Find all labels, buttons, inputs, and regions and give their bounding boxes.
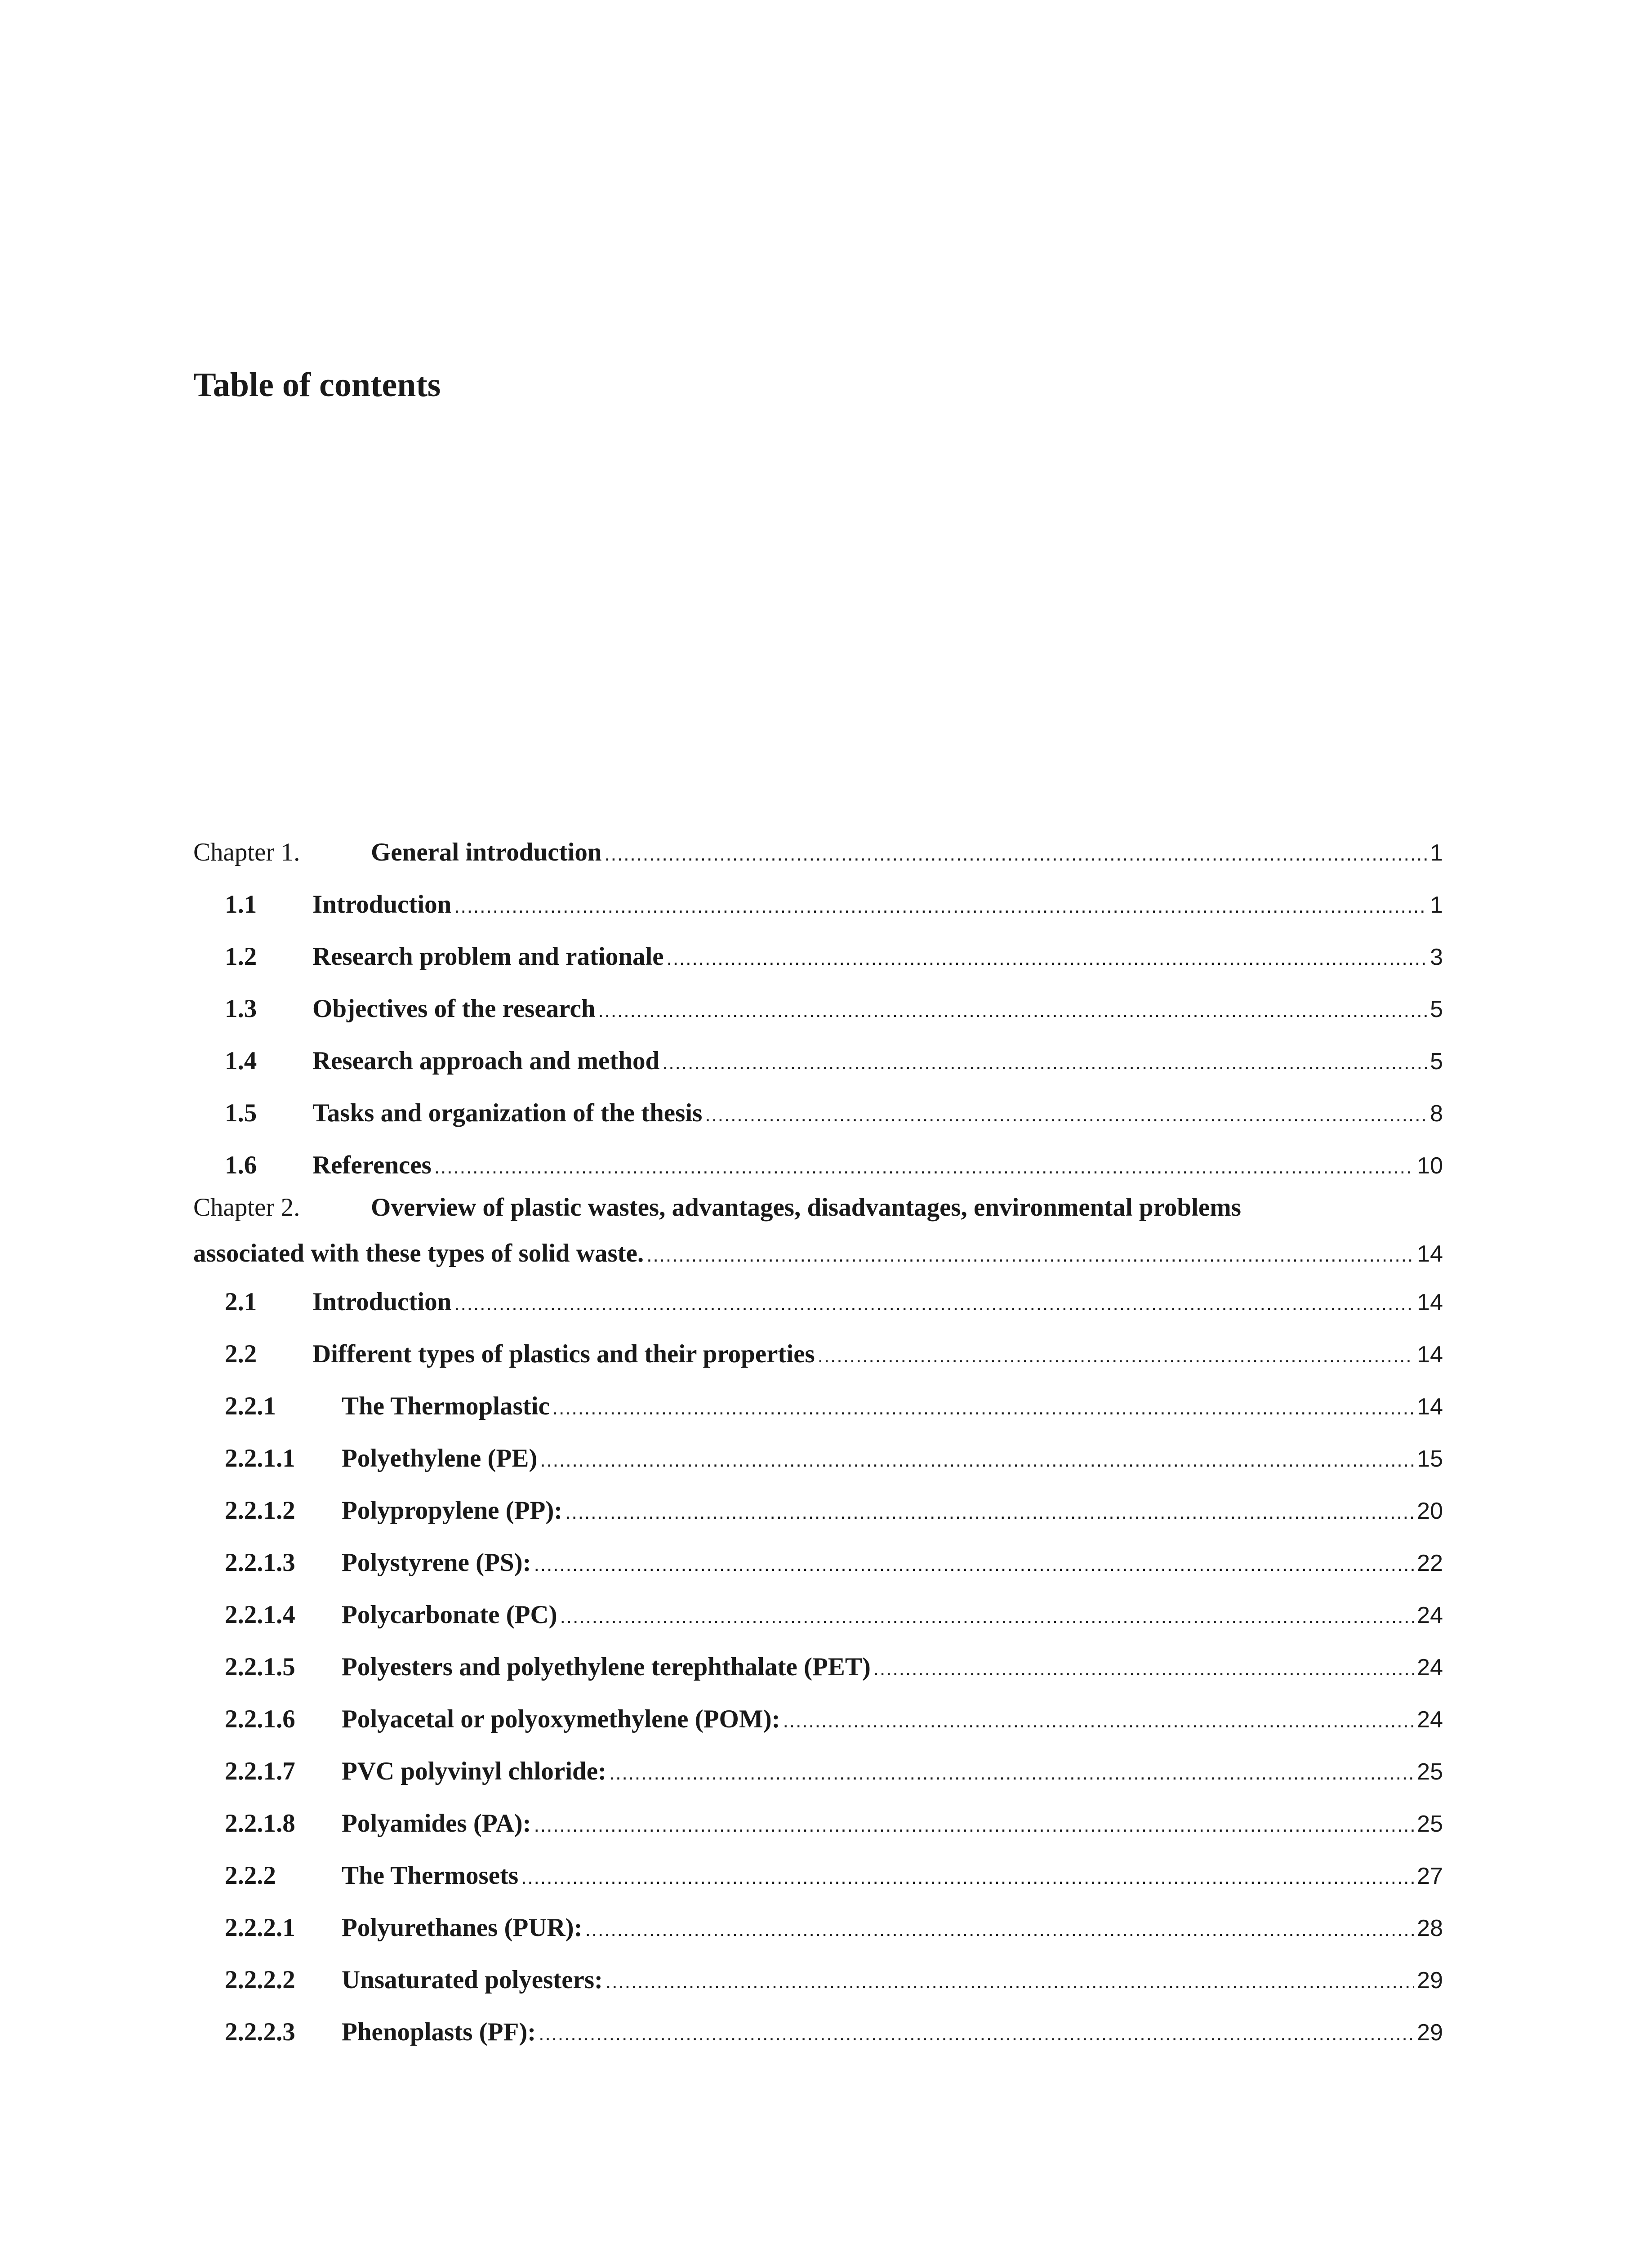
toc-entry-2-2-1-3[interactable] <box>193 1538 1443 1590</box>
toc-entry-number: Chapter 2. <box>193 1193 300 1222</box>
toc-entry-title: PVC polyvinyl chloride: <box>342 1757 607 1785</box>
toc-entry-title: Polypropylene (PP): <box>342 1496 563 1525</box>
toc-entry-number: 2.2.1.5 <box>225 1652 295 1681</box>
toc-entry-title: Polycarbonate (PC) <box>342 1600 557 1629</box>
toc-entry-page: 29 <box>1417 2019 1443 2046</box>
dot-leader <box>454 895 1427 919</box>
toc-entry-1-6[interactable] <box>193 1140 1443 1192</box>
toc-entry-page: 20 <box>1417 1498 1443 1524</box>
toc-entry-title: General introduction <box>371 838 602 866</box>
toc-entry-1-5[interactable] <box>193 1088 1443 1140</box>
toc-entry-title: Polystyrene (PS): <box>342 1548 531 1577</box>
toc-entry-2-2-1-8[interactable] <box>193 1798 1443 1851</box>
toc-entry-page: 10 <box>1417 1152 1443 1179</box>
dot-leader <box>540 1449 1414 1472</box>
toc-entry-page: 1 <box>1430 892 1443 918</box>
toc-entry-page: 1 <box>1430 839 1443 866</box>
toc-entry-2-2-1-4[interactable] <box>193 1590 1443 1642</box>
toc-entry-page: 14 <box>1417 1341 1443 1368</box>
toc-entry-2-2-1-5[interactable] <box>193 1642 1443 1694</box>
toc-entry-number: 2.2.2 <box>225 1861 276 1890</box>
toc-entry-number: 2.2.1.8 <box>225 1809 295 1838</box>
toc-entry-page: 5 <box>1430 996 1443 1022</box>
toc-entry-page: 24 <box>1417 1706 1443 1733</box>
toc-entry-number: 2.2.1.2 <box>225 1496 295 1525</box>
toc-entry-chapter-1[interactable] <box>193 827 1443 879</box>
toc-entry-page: 22 <box>1417 1550 1443 1576</box>
toc-entry-number: 1.5 <box>225 1098 257 1127</box>
toc-entry-page: 25 <box>1417 1758 1443 1785</box>
toc-entry-page: 5 <box>1430 1048 1443 1075</box>
toc-entry-1-4[interactable] <box>193 1036 1443 1088</box>
toc-entry-title: Polyesters and polyethylene terephthalate (PET) <box>342 1652 871 1681</box>
dot-leader <box>605 843 1428 866</box>
toc-entry-number: 2.1 <box>225 1287 257 1316</box>
toc-entry-title: Introduction <box>312 890 452 919</box>
dot-leader <box>873 1657 1414 1681</box>
toc-entry-title: Polyurethanes (PUR): <box>342 1913 583 1942</box>
toc-entry-2-2-1-1[interactable] <box>193 1433 1443 1485</box>
dot-leader <box>783 1709 1415 1733</box>
toc-entry-page: 14 <box>1417 1289 1443 1316</box>
dot-leader <box>606 1970 1414 1994</box>
toc-list <box>193 827 1443 2059</box>
toc-entry-title: Research approach and method <box>312 1046 660 1075</box>
dot-leader <box>539 2022 1414 2046</box>
dot-leader <box>552 1396 1414 1420</box>
toc-entry-page: 8 <box>1430 1100 1443 1127</box>
toc-entry-2-2-1[interactable] <box>193 1381 1443 1433</box>
toc-entry-number: 1.4 <box>225 1046 257 1075</box>
toc-entry-title: Tasks and organization of the thesis <box>312 1098 703 1127</box>
dot-leader <box>565 1501 1414 1525</box>
toc-entry-number: 1.6 <box>225 1151 257 1179</box>
toc-entry-number: 2.2.1.4 <box>225 1600 295 1629</box>
toc-entry-2-2-2-3[interactable] <box>193 2007 1443 2059</box>
toc-entry-title: Research problem and rationale <box>312 942 664 971</box>
toc-entry-2-1[interactable] <box>193 1277 1443 1329</box>
toc-entry-2-2-2-2[interactable] <box>193 1955 1443 2007</box>
dot-leader <box>521 1866 1414 1890</box>
toc-entry-title: Polyethylene (PE) <box>342 1444 538 1472</box>
toc-entry-page: 28 <box>1417 1915 1443 1941</box>
toc-entry-number: Chapter 1. <box>193 838 300 866</box>
toc-entry-page: 3 <box>1430 944 1443 970</box>
dot-leader <box>434 1155 1414 1179</box>
dot-leader <box>598 999 1427 1023</box>
toc-entry-2-2-2-1[interactable] <box>193 1903 1443 1955</box>
toc-entry-title: Different types of plastics and their properties <box>312 1339 815 1368</box>
toc-entry-number: 2.2.2.1 <box>225 1913 295 1942</box>
toc-entry-number: 2.2.1.7 <box>225 1757 295 1785</box>
dot-leader <box>534 1553 1415 1577</box>
dot-leader <box>609 1762 1414 1785</box>
dot-leader <box>534 1814 1415 1838</box>
toc-entry-2-2-1-6[interactable] <box>193 1694 1443 1746</box>
toc-entry-chapter-2[interactable] <box>193 1192 1443 1277</box>
toc-entry-page: 14 <box>1417 1393 1443 1420</box>
toc-entry-page: 29 <box>1417 1967 1443 1994</box>
toc-entry-title: Unsaturated polyesters: <box>342 1965 603 1994</box>
dot-leader <box>667 947 1427 971</box>
toc-entry-2-2-2[interactable] <box>193 1851 1443 1903</box>
dot-leader <box>818 1344 1414 1368</box>
toc-entry-number: 2.2.1.1 <box>225 1444 295 1472</box>
toc-entry-title: References <box>312 1151 432 1179</box>
dot-leader <box>705 1103 1427 1127</box>
toc-entry-title: Introduction <box>312 1287 452 1316</box>
toc-entry-1-2[interactable] <box>193 932 1443 984</box>
toc-entry-page: 24 <box>1417 1654 1443 1681</box>
toc-entry-number: 2.2 <box>225 1339 257 1368</box>
toc-entry-number: 2.2.1 <box>225 1392 276 1420</box>
dot-leader <box>560 1605 1415 1629</box>
toc-entry-1-3[interactable] <box>193 984 1443 1036</box>
toc-entry-title: Polyamides (PA): <box>342 1809 531 1838</box>
page-title: Table of contents <box>193 366 441 404</box>
toc-entry-number: 2.2.1.3 <box>225 1548 295 1577</box>
toc-entry-title: The Thermosets <box>342 1861 519 1890</box>
toc-entry-title-continued: associated with these types of solid waste. <box>193 1239 644 1267</box>
toc-entry-number: 2.2.1.6 <box>225 1704 295 1733</box>
toc-entry-2-2-1-7[interactable] <box>193 1746 1443 1798</box>
toc-entry-title: Overview of plastic wastes, advantages, disadvantages, environmental problems <box>371 1193 1241 1222</box>
dot-leader <box>585 1918 1415 1942</box>
toc-entry-title: Polyacetal or polyoxymethylene (POM): <box>342 1704 780 1733</box>
toc-entry-page: 14 <box>1417 1240 1443 1267</box>
dot-leader <box>454 1292 1414 1316</box>
toc-entry-number: 2.2.2.2 <box>225 1965 295 1994</box>
toc-entry-title: Phenoplasts (PF): <box>342 2017 536 2046</box>
dot-leader <box>646 1244 1414 1267</box>
toc-entry-number: 1.1 <box>225 890 257 919</box>
toc-entry-title: The Thermoplastic <box>342 1392 550 1420</box>
toc-entry-number: 2.2.2.3 <box>225 2017 295 2046</box>
toc-entry-number: 1.2 <box>225 942 257 971</box>
toc-entry-title: Objectives of the research <box>312 994 596 1023</box>
toc-entry-page: 24 <box>1417 1602 1443 1628</box>
toc-entry-2-2-1-2[interactable] <box>193 1485 1443 1538</box>
toc-entry-2-2[interactable] <box>193 1329 1443 1381</box>
toc-entry-number: 1.3 <box>225 994 257 1023</box>
toc-entry-1-1[interactable] <box>193 879 1443 932</box>
toc-entry-page: 25 <box>1417 1811 1443 1837</box>
toc-entry-page: 15 <box>1417 1445 1443 1472</box>
toc-entry-page: 27 <box>1417 1863 1443 1889</box>
dot-leader <box>662 1051 1427 1075</box>
